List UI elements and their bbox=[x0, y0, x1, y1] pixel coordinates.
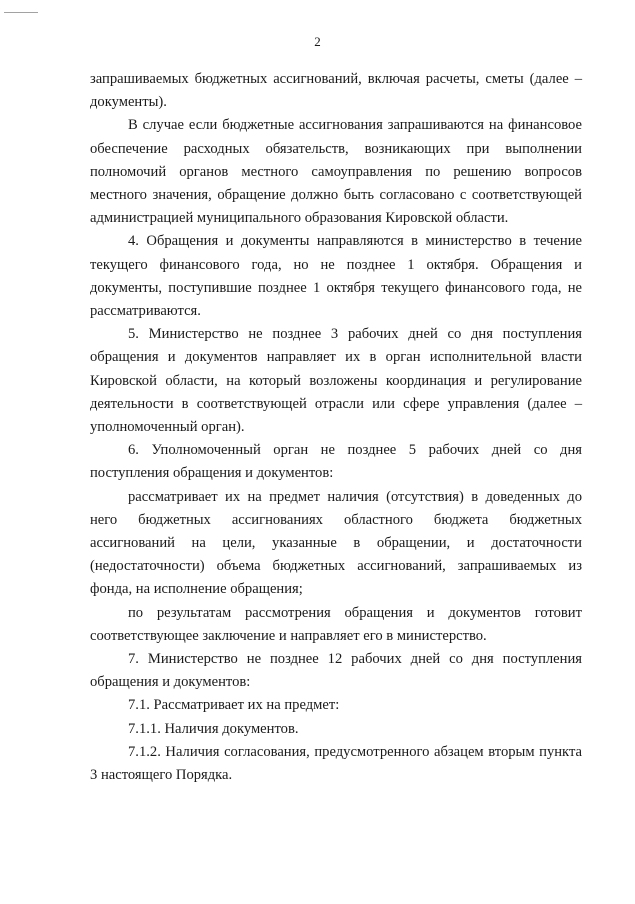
paragraph-agreement: В случае если бюджетные ассигнования запрашиваются на финансовое обеспечение расходных обязательств, возникающих при выполнении полномочий органов местного самоуправления по решению вопросов местного значения, обращение должно быть согласовано с соответствующей администрацией муниципального образования Кировской области. bbox=[90, 117, 582, 227]
paragraph-item-7-1: 7.1. Рассматривает их на предмет: bbox=[128, 697, 340, 714]
page-number: 2 bbox=[314, 34, 321, 49]
paragraph-item-4: 4. Обращения и документы направляются в министерство в течение текущего финансового года, но не позднее 1 октября. Обращения и документы, поступившие позднее 1 октября текущего финансового года, не рассматриваются. bbox=[90, 233, 582, 320]
paragraph-item-7-1-2: 7.1.2. Наличия согласования, предусмотренного абзацем вторым пункта 3 настоящего Порядка. bbox=[90, 743, 582, 784]
paragraph-item-7-1-1: 7.1.1. Наличия документов. bbox=[128, 720, 299, 737]
paragraph-item-7: 7. Министерство не позднее 12 рабочих дней со дня поступления обращения и документов: bbox=[90, 651, 582, 691]
paragraph-continuation: запрашиваемых бюджетных ассигнований, включая расчеты, сметы (далее – документы). bbox=[90, 71, 582, 111]
paragraph-item-6: 6. Уполномоченный орган не позднее 5 рабочих дней со дня поступления обращения и документов: bbox=[90, 442, 582, 482]
document-body bbox=[90, 68, 582, 787]
scan-artifact bbox=[4, 12, 38, 13]
paragraph-item-5: 5. Министерство не позднее 3 рабочих дней со дня поступления обращения и документов направляет их в орган исполнительной власти Кировской области, на который возложены координация и регулирование деятельности в соответствующей отрасли или сфере управления (далее – уполномоченный орган). bbox=[90, 326, 582, 436]
paragraph-item-6-conclusion: по результатам рассмотрения обращения и документов готовит соответствующее заключение и направляет его в министерство. bbox=[90, 604, 582, 644]
paragraph-item-6-review: рассматривает их на предмет наличия (отсутствия) в доведенных до него бюджетных ассигнованиях областного бюджета бюджетных ассигнований на цели, указанные в обращении, и достаточности (недостаточности) объема бюджетных ассигнований, запрашиваемых из фонда, на исполнение обращения; bbox=[90, 488, 582, 598]
